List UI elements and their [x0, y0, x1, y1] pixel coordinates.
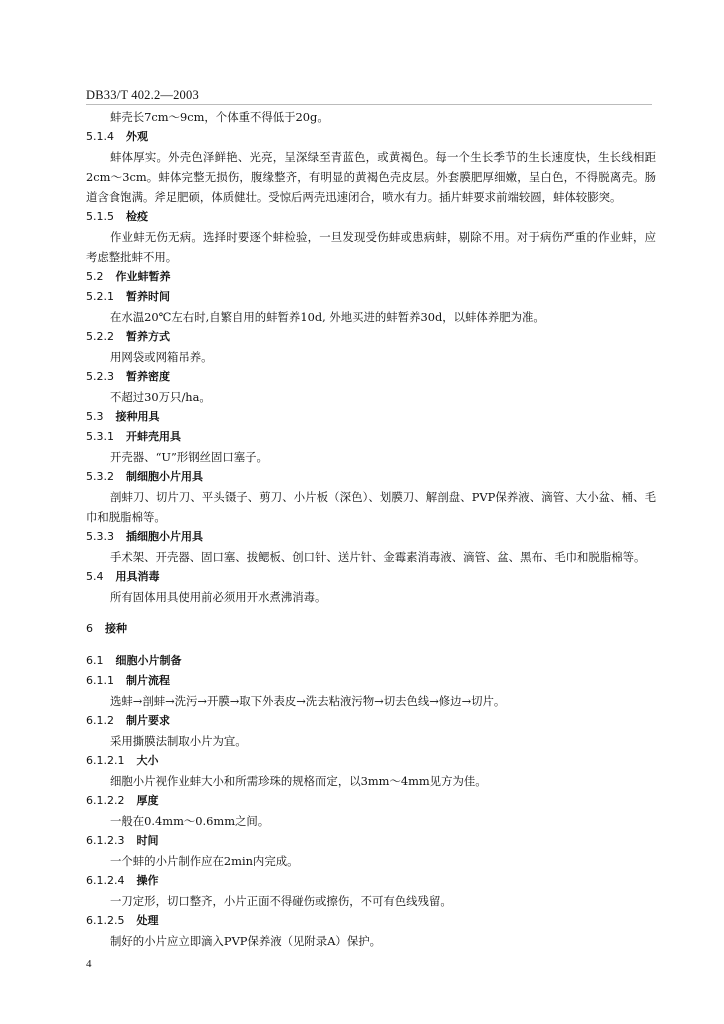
body-paragraph: 所有固体用具使用前必须用开水煮沸消毒。	[110, 590, 327, 604]
section-title: 开蚌壳用具	[126, 430, 181, 443]
section-title: 暂养方式	[126, 330, 170, 343]
section-number: 5.4	[86, 570, 104, 583]
section-title: 操作	[136, 874, 159, 887]
section-title: 大小	[136, 754, 159, 767]
section-heading	[86, 831, 656, 851]
body-paragraph: 一刀定形，切口整齐，小片正面不得碰伤或擦伤，不可有色线残留。	[110, 894, 452, 908]
section-number: 6.1	[86, 654, 104, 667]
section-title: 用具消毒	[115, 570, 160, 583]
section-title: 制片要求	[126, 714, 170, 727]
section-heading	[86, 287, 656, 307]
section-number: 6	[86, 622, 93, 635]
body-paragraph: 细胞小片视作业蚌大小和所需珍珠的规格而定，以3mm～4mm见方为佳。	[110, 774, 487, 788]
section-heading	[86, 427, 656, 447]
section-heading	[86, 407, 656, 427]
section-title: 插细胞小片用具	[126, 530, 203, 543]
section-number: 5.3.3	[86, 530, 114, 543]
section-number: 6.1.2.4	[86, 874, 125, 887]
section-title: 厚度	[136, 794, 159, 807]
section-number: 5.3.1	[86, 430, 114, 443]
section-title: 接种	[105, 622, 127, 635]
section-number: 5.2	[86, 270, 104, 283]
section-title: 处理	[136, 914, 159, 927]
section-number: 5.3	[86, 410, 104, 423]
section-heading	[86, 567, 656, 587]
section-heading	[86, 871, 656, 891]
body-paragraph: 制好的小片应立即滴入PVP保养液（见附录A）保护。	[110, 934, 381, 948]
body-paragraph: 剖蚌刀、切片刀、平头镊子、剪刀、小片板（深色）、划膜刀、解剖盘、PVP保养液、滴管、大小盆、桶、毛巾和脱脂棉等。	[86, 490, 656, 524]
section-heading	[86, 327, 656, 347]
section-title: 接种用具	[115, 410, 160, 423]
body-paragraph: 作业蚌无伤无病。选择时要逐个蚌检验，一旦发现受伤蚌或患病蚌，剔除不用。对于病伤严重的作业蚌，应考虑整批蚌不用。	[86, 230, 656, 264]
section-heading	[86, 207, 656, 227]
body-paragraph: 蚌壳长7cm～9cm，个体重不得低于20g。	[110, 110, 329, 124]
body-paragraph: 在水温20℃左右时,自繁自用的蚌暂养10d, 外地买进的蚌暂养30d，以蚌体养肥为准。	[110, 310, 545, 324]
section-number: 6.1.2.1	[86, 754, 125, 767]
section-title: 外观	[126, 130, 148, 143]
section-number: 6.1.2.2	[86, 794, 125, 807]
section-number: 5.2.2	[86, 330, 114, 343]
section-number: 6.1.2.5	[86, 914, 125, 927]
section-heading	[86, 711, 656, 731]
document-body	[86, 107, 656, 951]
section-number: 6.1.2	[86, 714, 114, 727]
header-rule	[86, 104, 652, 105]
section-heading	[86, 619, 656, 639]
section-title: 时间	[136, 834, 159, 847]
section-title: 暂养密度	[126, 370, 170, 383]
body-paragraph: 不超过30万只/ha。	[110, 390, 211, 404]
page-header: DB33/T 402.2—2003	[86, 88, 199, 102]
section-title: 作业蚌暂养	[115, 270, 171, 283]
section-heading	[86, 751, 656, 771]
section-heading	[86, 791, 656, 811]
body-paragraph: 用网袋或网箱吊养。	[110, 350, 213, 364]
section-number: 6.1.1	[86, 674, 114, 687]
section-number: 5.1.4	[86, 130, 114, 143]
section-title: 暂养时间	[126, 290, 170, 303]
section-heading	[86, 467, 656, 487]
body-paragraph: 一个蚌的小片制作应在2min内完成。	[110, 854, 299, 868]
section-title: 制细胞小片用具	[126, 470, 203, 483]
section-number: 6.1.2.3	[86, 834, 125, 847]
section-heading	[86, 911, 656, 931]
body-paragraph: 选蚌→剖蚌→洗污→开膜→取下外表皮→洗去粘液污物→切去色线→修边→切片。	[110, 694, 506, 708]
section-title: 细胞小片制备	[115, 654, 182, 667]
section-heading	[86, 651, 656, 671]
section-number: 5.3.2	[86, 470, 114, 483]
section-heading	[86, 267, 656, 287]
body-paragraph: 蚌体厚实。外壳色泽鲜艳、光亮，呈深绿至青蓝色，或黄褐色。每一个生长季节的生长速度快，生长线相距2cm～3cm。蚌体完整无损伤，腹缘整齐，有明显的黄褐色壳皮层。外套膜肥厚细嫩，呈白色，不得脱离壳。肠道含食饱满。斧足肥硕，体质健壮。受惊后两壳迅速闭合，喷水有力。插片蚌要求前端较圆，蚌体较膨突。	[86, 150, 656, 204]
body-paragraph: 一般在0.4mm～0.6mm之间。	[110, 814, 270, 828]
body-paragraph: 采用撕膜法制取小片为宜。	[110, 734, 247, 748]
section-heading	[86, 127, 656, 147]
section-heading	[86, 367, 656, 387]
section-number: 5.1.5	[86, 210, 114, 223]
body-paragraph: 开壳器、“U”形钢丝固口塞子。	[110, 450, 268, 464]
body-paragraph: 手术架、开壳器、固口塞、拔鳃板、创口针、送片针、金霉素消毒液、滴管、盆、黑布、毛巾和脱脂棉等。	[110, 550, 646, 564]
page-number: 4	[86, 958, 92, 970]
section-title: 检疫	[126, 210, 148, 223]
section-title: 制片流程	[126, 674, 170, 687]
section-number: 5.2.3	[86, 370, 114, 383]
section-heading	[86, 671, 656, 691]
section-number: 5.2.1	[86, 290, 114, 303]
section-heading	[86, 527, 656, 547]
